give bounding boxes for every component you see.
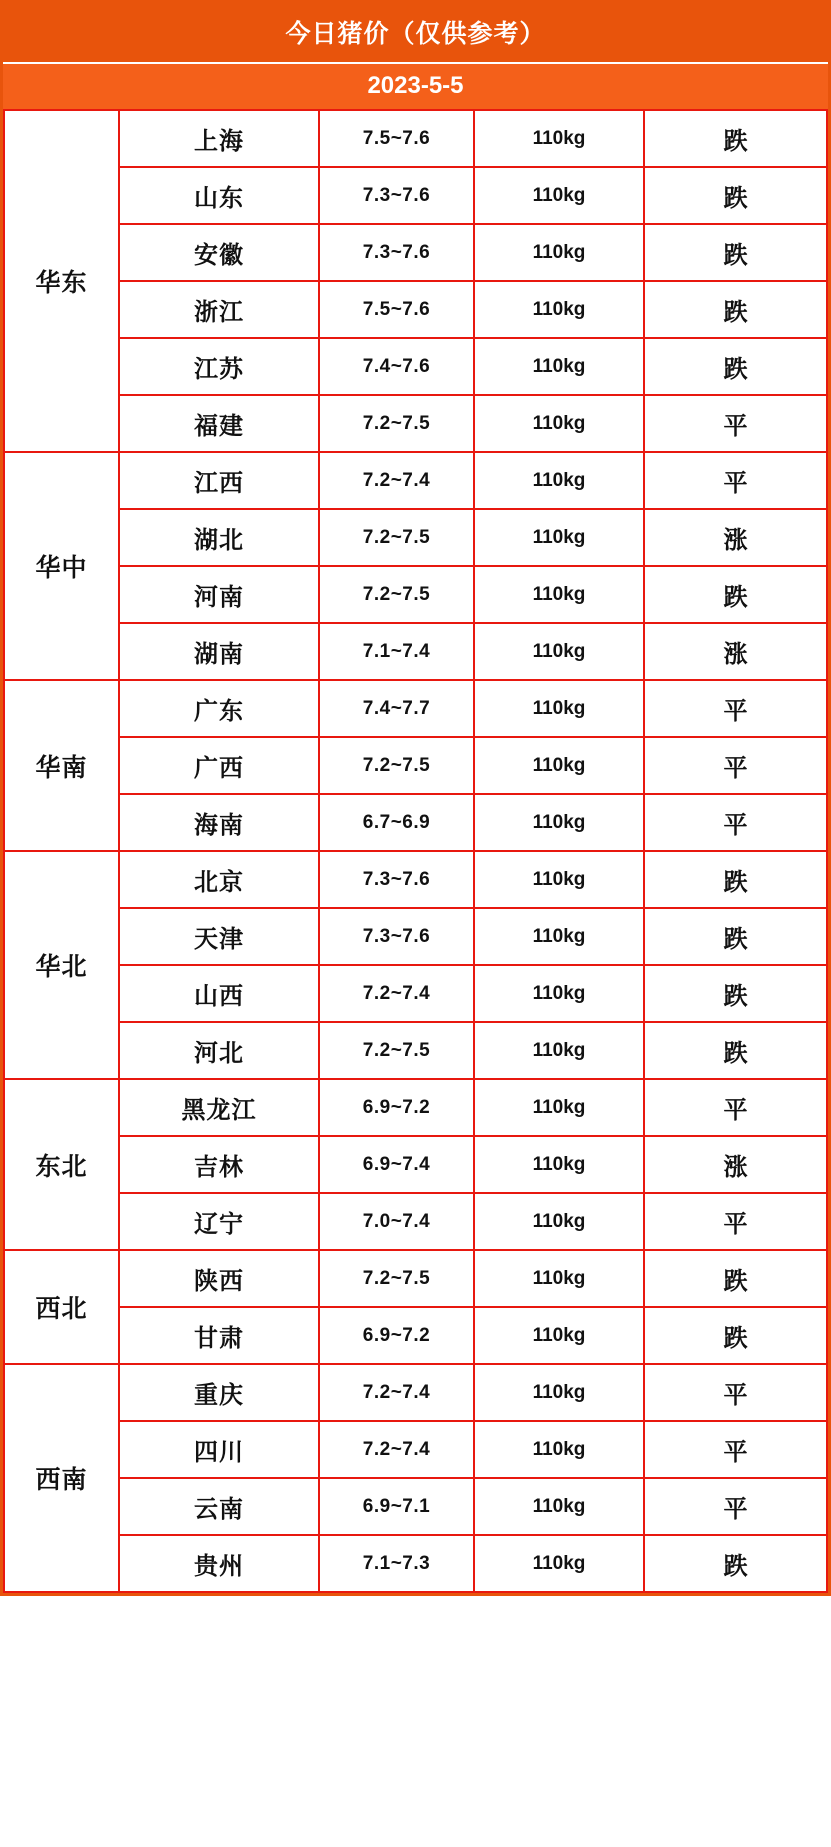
weight-cell: 110kg (474, 851, 644, 908)
weight-cell: 110kg (474, 623, 644, 680)
weight-cell: 110kg (474, 680, 644, 737)
price-cell: 7.1~7.4 (319, 623, 474, 680)
table-row (4, 965, 827, 1022)
trend-cell: 跌 (644, 851, 827, 908)
trend-cell: 跌 (644, 110, 827, 167)
trend-cell: 平 (644, 1478, 827, 1535)
table-row (4, 1535, 827, 1592)
trend-cell: 跌 (644, 281, 827, 338)
province-cell: 江西 (119, 452, 319, 509)
weight-cell: 110kg (474, 281, 644, 338)
province-cell: 浙江 (119, 281, 319, 338)
price-cell: 7.3~7.6 (319, 167, 474, 224)
price-table (3, 109, 828, 1593)
table-row (4, 1364, 827, 1421)
province-cell: 吉林 (119, 1136, 319, 1193)
table-row (4, 452, 827, 509)
weight-cell: 110kg (474, 1421, 644, 1478)
trend-cell: 平 (644, 1079, 827, 1136)
province-cell: 河北 (119, 1022, 319, 1079)
region-cell: 西北 (4, 1250, 119, 1364)
price-cell: 6.9~7.2 (319, 1307, 474, 1364)
province-cell: 上海 (119, 110, 319, 167)
price-cell: 7.2~7.4 (319, 1421, 474, 1478)
weight-cell: 110kg (474, 224, 644, 281)
trend-cell: 涨 (644, 509, 827, 566)
table-row (4, 680, 827, 737)
price-cell: 7.1~7.3 (319, 1535, 474, 1592)
weight-cell: 110kg (474, 338, 644, 395)
province-cell: 贵州 (119, 1535, 319, 1592)
trend-cell: 跌 (644, 224, 827, 281)
price-cell: 7.2~7.5 (319, 395, 474, 452)
weight-cell: 110kg (474, 1079, 644, 1136)
weight-cell: 110kg (474, 965, 644, 1022)
table-row (4, 623, 827, 680)
weight-cell: 110kg (474, 908, 644, 965)
weight-cell: 110kg (474, 1022, 644, 1079)
region-cell: 华南 (4, 680, 119, 851)
province-cell: 海南 (119, 794, 319, 851)
price-cell: 6.9~7.2 (319, 1079, 474, 1136)
province-cell: 北京 (119, 851, 319, 908)
table-row (4, 1136, 827, 1193)
price-cell: 7.2~7.5 (319, 566, 474, 623)
table-row (4, 1250, 827, 1307)
trend-cell: 跌 (644, 566, 827, 623)
table-row (4, 1421, 827, 1478)
table-row (4, 851, 827, 908)
province-cell: 安徽 (119, 224, 319, 281)
price-cell: 7.2~7.5 (319, 1022, 474, 1079)
trend-cell: 跌 (644, 908, 827, 965)
table-row (4, 1022, 827, 1079)
weight-cell: 110kg (474, 1193, 644, 1250)
table-row (4, 566, 827, 623)
weight-cell: 110kg (474, 110, 644, 167)
province-cell: 山东 (119, 167, 319, 224)
table-row (4, 338, 827, 395)
trend-cell: 跌 (644, 965, 827, 1022)
region-cell: 西南 (4, 1364, 119, 1592)
trend-cell: 跌 (644, 1022, 827, 1079)
weight-cell: 110kg (474, 1307, 644, 1364)
weight-cell: 110kg (474, 1364, 644, 1421)
price-cell: 6.9~7.4 (319, 1136, 474, 1193)
table-row (4, 794, 827, 851)
province-cell: 江苏 (119, 338, 319, 395)
price-cell: 7.5~7.6 (319, 110, 474, 167)
table-row (4, 1307, 827, 1364)
trend-cell: 跌 (644, 167, 827, 224)
price-cell: 7.3~7.6 (319, 224, 474, 281)
price-cell: 7.3~7.6 (319, 908, 474, 965)
table-row (4, 167, 827, 224)
table-row (4, 1193, 827, 1250)
trend-cell: 平 (644, 680, 827, 737)
weight-cell: 110kg (474, 167, 644, 224)
price-cell: 7.2~7.5 (319, 1250, 474, 1307)
table-row (4, 110, 827, 167)
price-cell: 7.2~7.4 (319, 1364, 474, 1421)
weight-cell: 110kg (474, 1535, 644, 1592)
weight-cell: 110kg (474, 1136, 644, 1193)
price-cell: 7.2~7.4 (319, 965, 474, 1022)
province-cell: 山西 (119, 965, 319, 1022)
price-cell: 7.0~7.4 (319, 1193, 474, 1250)
province-cell: 广东 (119, 680, 319, 737)
province-cell: 广西 (119, 737, 319, 794)
province-cell: 河南 (119, 566, 319, 623)
price-cell: 7.2~7.5 (319, 737, 474, 794)
trend-cell: 涨 (644, 1136, 827, 1193)
province-cell: 湖南 (119, 623, 319, 680)
weight-cell: 110kg (474, 566, 644, 623)
page-title: 今日猪价（仅供参考） (3, 3, 828, 62)
price-cell: 6.7~6.9 (319, 794, 474, 851)
region-cell: 华中 (4, 452, 119, 680)
table-row (4, 1478, 827, 1535)
province-cell: 云南 (119, 1478, 319, 1535)
weight-cell: 110kg (474, 395, 644, 452)
weight-cell: 110kg (474, 452, 644, 509)
table-row (4, 1079, 827, 1136)
trend-cell: 跌 (644, 1535, 827, 1592)
weight-cell: 110kg (474, 794, 644, 851)
province-cell: 黑龙江 (119, 1079, 319, 1136)
province-cell: 陕西 (119, 1250, 319, 1307)
region-cell: 东北 (4, 1079, 119, 1250)
province-cell: 四川 (119, 1421, 319, 1478)
region-cell: 华北 (4, 851, 119, 1079)
trend-cell: 平 (644, 1193, 827, 1250)
province-cell: 福建 (119, 395, 319, 452)
price-cell: 7.5~7.6 (319, 281, 474, 338)
price-cell: 7.2~7.5 (319, 509, 474, 566)
table-row (4, 224, 827, 281)
province-cell: 天津 (119, 908, 319, 965)
province-cell: 重庆 (119, 1364, 319, 1421)
table-row (4, 395, 827, 452)
price-cell: 6.9~7.1 (319, 1478, 474, 1535)
trend-cell: 跌 (644, 1307, 827, 1364)
trend-cell: 跌 (644, 1250, 827, 1307)
trend-cell: 平 (644, 395, 827, 452)
price-cell: 7.4~7.6 (319, 338, 474, 395)
table-row (4, 737, 827, 794)
province-cell: 湖北 (119, 509, 319, 566)
weight-cell: 110kg (474, 1250, 644, 1307)
table-row (4, 281, 827, 338)
weight-cell: 110kg (474, 1478, 644, 1535)
trend-cell: 涨 (644, 623, 827, 680)
price-cell: 7.4~7.7 (319, 680, 474, 737)
trend-cell: 平 (644, 737, 827, 794)
weight-cell: 110kg (474, 737, 644, 794)
trend-cell: 跌 (644, 338, 827, 395)
trend-cell: 平 (644, 794, 827, 851)
price-cell: 7.3~7.6 (319, 851, 474, 908)
weight-cell: 110kg (474, 509, 644, 566)
trend-cell: 平 (644, 1364, 827, 1421)
price-cell: 7.2~7.4 (319, 452, 474, 509)
province-cell: 甘肃 (119, 1307, 319, 1364)
report-date: 2023-5-5 (3, 62, 828, 109)
region-cell: 华东 (4, 110, 119, 452)
province-cell: 辽宁 (119, 1193, 319, 1250)
table-row (4, 908, 827, 965)
table-row (4, 509, 827, 566)
trend-cell: 平 (644, 1421, 827, 1478)
price-table-body (4, 110, 827, 1592)
trend-cell: 平 (644, 452, 827, 509)
